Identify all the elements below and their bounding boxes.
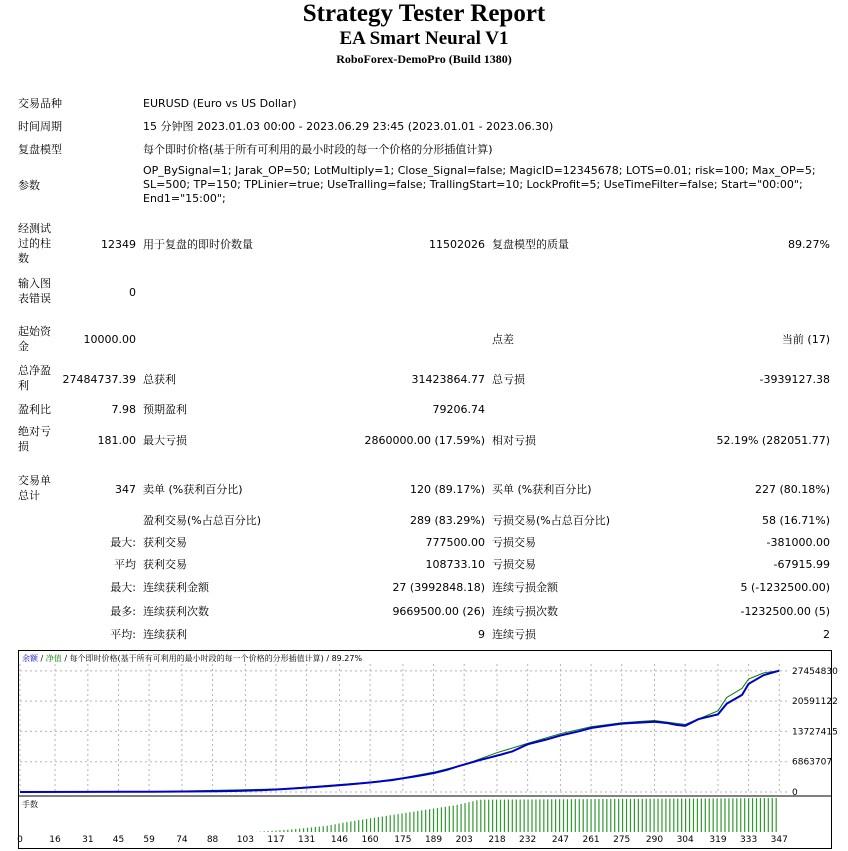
report-title: Strategy Tester Report — [302, 0, 546, 27]
bars-label-line: 数 — [18, 252, 29, 265]
y-tick-label: 13727415 — [792, 727, 838, 738]
x-tick-label: 160 — [361, 835, 379, 845]
long-value: 227 (80.18%) — [754, 483, 830, 496]
x-tick-label: 203 — [455, 835, 473, 845]
chart-legend — [22, 653, 362, 663]
x-tick-label: 131 — [298, 835, 316, 845]
grossloss-value: -3939127.38 — [759, 373, 830, 386]
x-tick-label: 232 — [519, 835, 537, 845]
netprofit-value: 27484737.39 — [62, 373, 136, 386]
bars-label — [18, 221, 51, 266]
spread-value: 当前 (17) — [781, 333, 830, 346]
largest-loss-label: 亏损交易 — [492, 536, 536, 549]
netprofit-label — [18, 363, 51, 393]
balance-chart — [17, 650, 838, 848]
profit-trades-label: 盈利交易(%占总百分比) — [143, 514, 262, 527]
x-tick-label: 146 — [330, 835, 349, 845]
x-tick-label: 59 — [143, 835, 155, 845]
x-tick-label: 333 — [740, 835, 758, 845]
quality-value: 89.27% — [788, 238, 830, 251]
x-tick-label: 189 — [424, 835, 443, 845]
legend-separator: / — [38, 654, 46, 663]
params-line-2: SL=500; TP=150; TPLinier=true; UseTralling=false; TrallingStart=10; LockProfit=5; UseTimeFilter=false; Start="00:00"; — [143, 178, 803, 191]
netprofit-label-line: 总净盈 — [18, 364, 51, 377]
errors-label-line: 表错误 — [18, 292, 51, 305]
deposit-label-line: 金 — [18, 340, 29, 353]
max-consec-wins-label: 连续获利金额 — [143, 581, 209, 594]
x-tick-label: 103 — [236, 835, 254, 845]
grossprofit-label: 总获利 — [143, 373, 176, 386]
netprofit-label-line: 利 — [18, 379, 29, 392]
errors-value: 0 — [129, 286, 136, 299]
pf-label: 盈利比 — [18, 403, 51, 416]
largest-loss-value: -381000.00 — [766, 536, 830, 549]
average-prefix: 平均 — [114, 558, 136, 571]
legend-balance: 余额 — [22, 654, 38, 663]
x-tick-label: 319 — [709, 835, 727, 845]
ticks-label: 用于复盘的即时价数量 — [143, 238, 253, 251]
x-tick-label: 88 — [206, 835, 219, 845]
pf-value: 7.98 — [111, 403, 136, 416]
errors-label — [18, 276, 51, 306]
legend-equity: 净值 — [45, 654, 62, 663]
x-tick-label: 31 — [82, 835, 94, 845]
short-value: 120 (89.17%) — [409, 483, 485, 496]
reldd-label: 相对亏损 — [492, 434, 536, 447]
x-tick-label: 175 — [394, 835, 412, 845]
avg-consec-losses-value: 2 — [823, 628, 830, 641]
short-label: 卖单 (%获利百分比) — [143, 483, 243, 496]
largest-prefix: 最大: — [110, 536, 136, 549]
long-label: 买单 (%获利百分比) — [492, 483, 592, 496]
largest-profit-label: 获利交易 — [143, 536, 187, 549]
symbol-label: 交易品种 — [18, 97, 62, 110]
expected-label: 预期盈利 — [143, 403, 187, 416]
average-profit-value: 108733.10 — [425, 558, 485, 571]
bars-label-line: 过的柱 — [18, 237, 51, 250]
bars-value: 12349 — [101, 238, 136, 251]
report-header — [0, 0, 848, 68]
grossprofit-value: 31423864.77 — [411, 373, 485, 386]
avg-consec-losses-label: 连续亏损 — [492, 628, 536, 641]
params-value — [143, 164, 816, 206]
params-label: 参数 — [18, 179, 40, 192]
max-consec-losses-value: 5 (-1232500.00) — [740, 581, 830, 594]
most-consec-loss-value: -1232500.00 (5) — [740, 605, 830, 618]
avg-consec-wins-value: 9 — [478, 628, 485, 641]
most-prefix: 最多: — [110, 605, 136, 618]
params-line-3: End1="15:00"; — [143, 192, 226, 205]
model-value: 每个即时价格(基于所有可利用的最小时段的每一个价格的分形插值计算) — [143, 143, 493, 156]
deposit-label-line: 起始资 — [18, 325, 51, 338]
reldd-value: 52.19% (282051.77) — [716, 434, 830, 447]
deposit-value: 10000.00 — [83, 333, 136, 346]
max-prefix: 最大: — [110, 581, 136, 594]
trades-value: 347 — [115, 483, 136, 496]
trades-label — [18, 473, 51, 503]
y-tick-label: 27454830 — [792, 666, 838, 677]
deposit-label — [18, 324, 51, 354]
legend-model: / 每个即时价格(基于所有可利用的最小时段的每一个价格的分形插值计算) / 89.27% — [61, 654, 363, 663]
average-loss-label: 亏损交易 — [492, 558, 536, 571]
period-label: 时间周期 — [18, 120, 62, 133]
x-tick-label: 45 — [112, 835, 125, 845]
loss-trades-label: 亏损交易(%占总百分比) — [492, 514, 611, 527]
x-tick-label: 290 — [645, 835, 664, 845]
model-label: 复盘模型 — [18, 143, 62, 156]
ticks-value: 11502026 — [429, 238, 485, 251]
x-tick-label: 74 — [176, 835, 188, 845]
absdd-label-line: 损 — [18, 440, 29, 453]
x-tick-label: 304 — [676, 835, 694, 845]
x-tick-label: 247 — [551, 835, 570, 845]
y-tick-label: 20591122 — [792, 697, 838, 708]
absdd-label — [18, 424, 51, 454]
ea-name: EA Smart Neural V1 — [339, 28, 509, 49]
x-tick-label: 347 — [770, 835, 788, 845]
profit-trades-value: 289 (83.29%) — [409, 514, 485, 527]
maxdd-value: 2860000.00 (17.59%) — [364, 434, 485, 447]
x-tick-label: 16 — [49, 835, 61, 845]
trades-label-line: 交易单 — [18, 474, 51, 487]
params-line-1: OP_BySignal=1; Jarak_OP=50; LotMultiply=1; Close_Signal=false; MagicID=12345678; LOTS=0.01; risk=100; Max_OP=5; — [143, 164, 816, 177]
y-tick-label: 6863707 — [792, 757, 833, 768]
most-consec-loss-label: 连续亏损次数 — [492, 605, 558, 618]
absdd-value: 181.00 — [97, 434, 136, 447]
absdd-label-line: 绝对亏 — [18, 425, 51, 438]
spread-label: 点差 — [492, 333, 514, 346]
average-loss-value: -67915.99 — [773, 558, 830, 571]
x-tick-label: 218 — [488, 835, 506, 845]
maxdd-label: 最大亏损 — [143, 434, 187, 447]
trades-label-line: 总计 — [18, 489, 40, 502]
y-tick-label: 0 — [792, 788, 798, 798]
loss-trades-value: 58 (16.71%) — [761, 514, 830, 527]
most-consec-profit-label: 连续获利次数 — [143, 605, 209, 618]
average-profit-label: 获利交易 — [143, 558, 187, 571]
x-tick-label: 0 — [17, 835, 23, 845]
expected-value: 79206.74 — [432, 403, 485, 416]
period-value: 15 分钟图 2023.01.03 00:00 - 2023.06.29 23:45 (2023.01.01 - 2023.06.30) — [143, 120, 554, 133]
lot-label: 手数 — [22, 800, 38, 809]
most-consec-profit-value: 9669500.00 (26) — [392, 605, 485, 618]
x-tick-label: 261 — [582, 835, 600, 845]
avg-consec-wins-label: 连续获利 — [143, 628, 187, 641]
max-consec-losses-label: 连续亏损金额 — [492, 581, 558, 594]
bars-label-line: 经测试 — [18, 222, 51, 235]
server-name: RoboForex-DemoPro (Build 1380) — [336, 52, 512, 66]
errors-label-line: 输入图 — [18, 277, 51, 290]
max-consec-wins-value: 27 (3992848.18) — [392, 581, 485, 594]
symbol-value: EURUSD (Euro vs US Dollar) — [143, 97, 297, 110]
x-tick-label: 117 — [267, 835, 285, 845]
largest-profit-value: 777500.00 — [425, 536, 485, 549]
grossloss-label: 总亏损 — [492, 373, 525, 386]
x-tick-label: 275 — [613, 835, 631, 845]
quality-label: 复盘模型的质量 — [492, 238, 569, 251]
avg-prefix: 平均: — [110, 628, 136, 641]
